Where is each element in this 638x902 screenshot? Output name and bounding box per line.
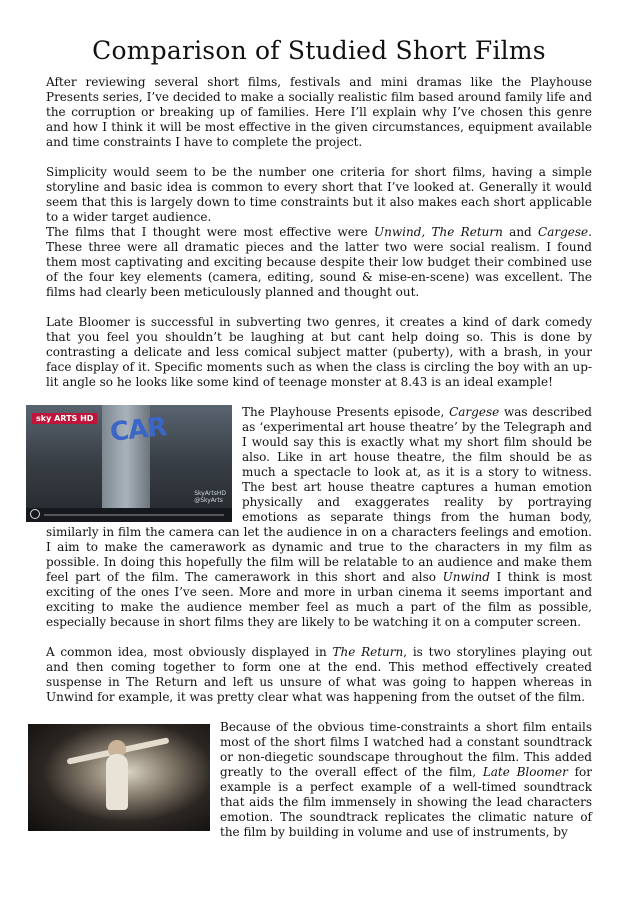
sky-arts-logo: sky ARTS HD xyxy=(32,413,97,424)
play-icon xyxy=(30,509,40,519)
social-tags: SkyArtsHD @SkyArts xyxy=(194,490,226,504)
film-titles: Unwind, The Return xyxy=(374,225,503,239)
paragraph-cargese: The Playhouse Presents episode, Cargese was described as ‘experimental art house theatre’ by the Telegraph and I would say this is exactly what my short film should be also. Like in art house theatre, the film should be as much a spectacle to look at, as it is a story to witness. The best art house theatre captures a human emotion physically and exaggerates reality by portraying emotions as separate things from the human body, similarly in film the camera can let the audience in on a characters feelings and emotion. I aim to make the camerawork as dynamic and true to the characters in my film as possible. In doing this hopefully the film will be relatable to an audience and make them feel part of the film. The camerawork in this short and also Unwind I think is most exciting of the ones I’ve seen. More and more in urban cinema it seems important and exciting to make the audience member feel as much a part of the film as possible, especially because in short films they are likely to be watching it on a computer screen. xyxy=(46,405,593,629)
paragraph-storylines: A common idea, most obviously displayed in The Return, is two storylines playing out and then coming together to form one at the end. This method effectively created suspense in The Return and left us unsure of what was going to happen whereas in Unwind for example, it was pretty clear what was happening from the outset of the film. xyxy=(46,645,592,704)
graffiti-text: CAR xyxy=(108,412,168,448)
late-bloomer-still xyxy=(28,724,210,831)
paragraph-simplicity: Simplicity would seem to be the number one criteria for short films, having a simple storyline and basic idea is common to every short that I’ve looked at. Generally it would seem that this is largely down to time constraints but it also makes each short applicable to a wider target audience. xyxy=(46,165,592,224)
video-progress-bar xyxy=(44,514,224,516)
boy-figure-shape xyxy=(106,754,128,810)
paragraph-effective-films: The films that I thought were most effective were Unwind, The Return and Cargese. These three were all dramatic pieces and the latter two were social realism. I found them most captivating and exciting because despite their low budget their combined use of the four key elements (camera, editing, sound & mise-en-scene) was excellent. The films had clearly been meticulously planned and thought out. xyxy=(46,225,592,299)
page-title: Comparison of Studied Short Films xyxy=(92,36,546,65)
film-title-cargese: Cargese xyxy=(538,225,589,239)
paragraph-late-bloomer: Late Bloomer is successful in subverting two genres, it creates a kind of dark comedy that you feel you shouldn’t be laughing at but cant help doing so. This is done by contrasting a delicate and less comical subject matter (puberty), with a brash, in your face display of it. Specific moments such as when the class is circling the boy with an up-lit angle so he looks like some kind of teenage monster at 8.43 is an ideal example! xyxy=(46,315,592,389)
paragraph-intro: After reviewing several short films, festivals and mini dramas like the Playhouse Presents series, I’ve decided to make a socially realistic film based around family life and the corruption or breaking up of families. Here I’ll explain why I’ve chosen this genre and how I think it will be most effective in the given circumstances, equipment available and time constraints I have to complete the project. xyxy=(46,75,592,149)
document-page xyxy=(36,36,593,840)
paragraph-soundtrack: Because of the obvious time-constraints a short film entails most of the short films I watched had a constant soundtrack or non-diegetic soundscape throughout the film. This added greatly to the overall effect of the film, Late Bloomer for example is a perfect example of a well-timed soundtrack that aids the film immensely in showing the lead characters emotion. The soundtrack replicates the climatic nature of the film by building in volume and use of instruments, by xyxy=(220,720,593,839)
cargese-video-still xyxy=(26,405,232,522)
